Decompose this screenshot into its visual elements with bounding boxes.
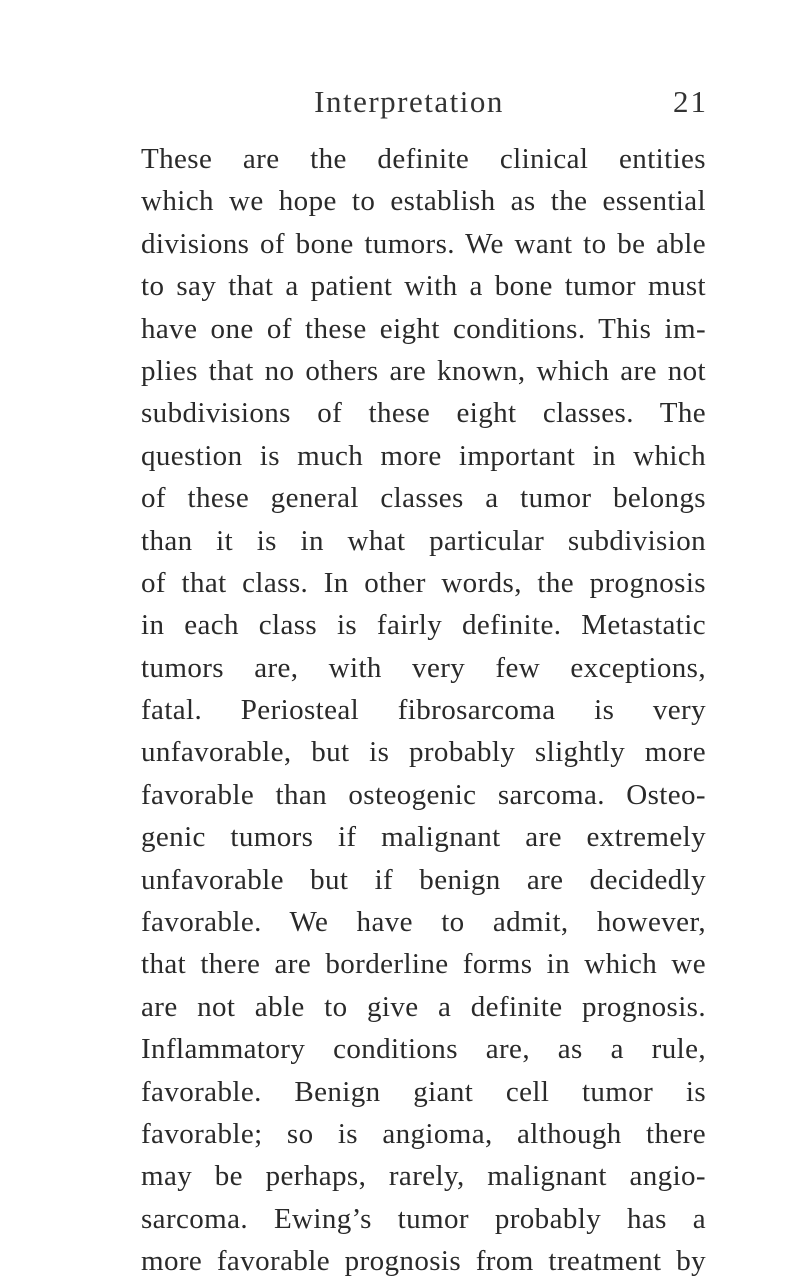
text-line: in each class is fairly definite. Metastatic (141, 609, 706, 642)
running-title: Interpretation (314, 84, 504, 119)
body-paragraph (141, 138, 706, 1283)
text-line: than it is in what particular subdivision (141, 524, 706, 557)
text-line: that there are borderline forms in which we (141, 948, 706, 981)
text-line: unfavorable but if benign are decidedly (141, 863, 706, 896)
text-line: divisions of bone tumors. We want to be able (141, 227, 706, 260)
text-line: more favorable prognosis from treatment by (141, 1245, 706, 1278)
page-number: 21 (673, 84, 708, 119)
text-line: may be perhaps, rarely, malignant angio- (141, 1160, 706, 1193)
text-line: have one of these eight conditions. This im- (141, 312, 706, 345)
text-line: genic tumors if malignant are extremely (141, 821, 706, 854)
text-line: unfavorable, but is probably slightly more (141, 736, 706, 769)
text-line: favorable; so is angioma, although there (141, 1117, 706, 1150)
running-head (110, 82, 708, 122)
text-line: are not able to give a definite prognosis. (141, 990, 706, 1023)
text-line: sarcoma. Ewing’s tumor probably has a (141, 1202, 706, 1235)
text-line: to say that a patient with a bone tumor must (141, 270, 706, 303)
text-line: fatal. Periosteal fibrosarcoma is very (141, 694, 706, 727)
text-line: of that class. In other words, the prognosis (141, 566, 706, 599)
text-line: subdivisions of these eight classes. The (141, 397, 706, 430)
text-line: which we hope to establish as the essential (141, 185, 706, 218)
text-line: tumors are, with very few exceptions, (141, 651, 706, 684)
text-line: Inflammatory conditions are, as a rule, (141, 1033, 706, 1066)
text-line: favorable. Benign giant cell tumor is (141, 1075, 706, 1108)
text-line: of these general classes a tumor belongs (141, 482, 706, 515)
text-line: plies that no others are known, which are not (141, 354, 706, 387)
text-line: favorable than osteogenic sarcoma. Osteo- (141, 778, 706, 811)
text-line: favorable. We have to admit, however, (141, 906, 706, 939)
text-line: These are the definite clinical entities (141, 143, 706, 175)
text-line: question is much more important in which (141, 439, 706, 472)
